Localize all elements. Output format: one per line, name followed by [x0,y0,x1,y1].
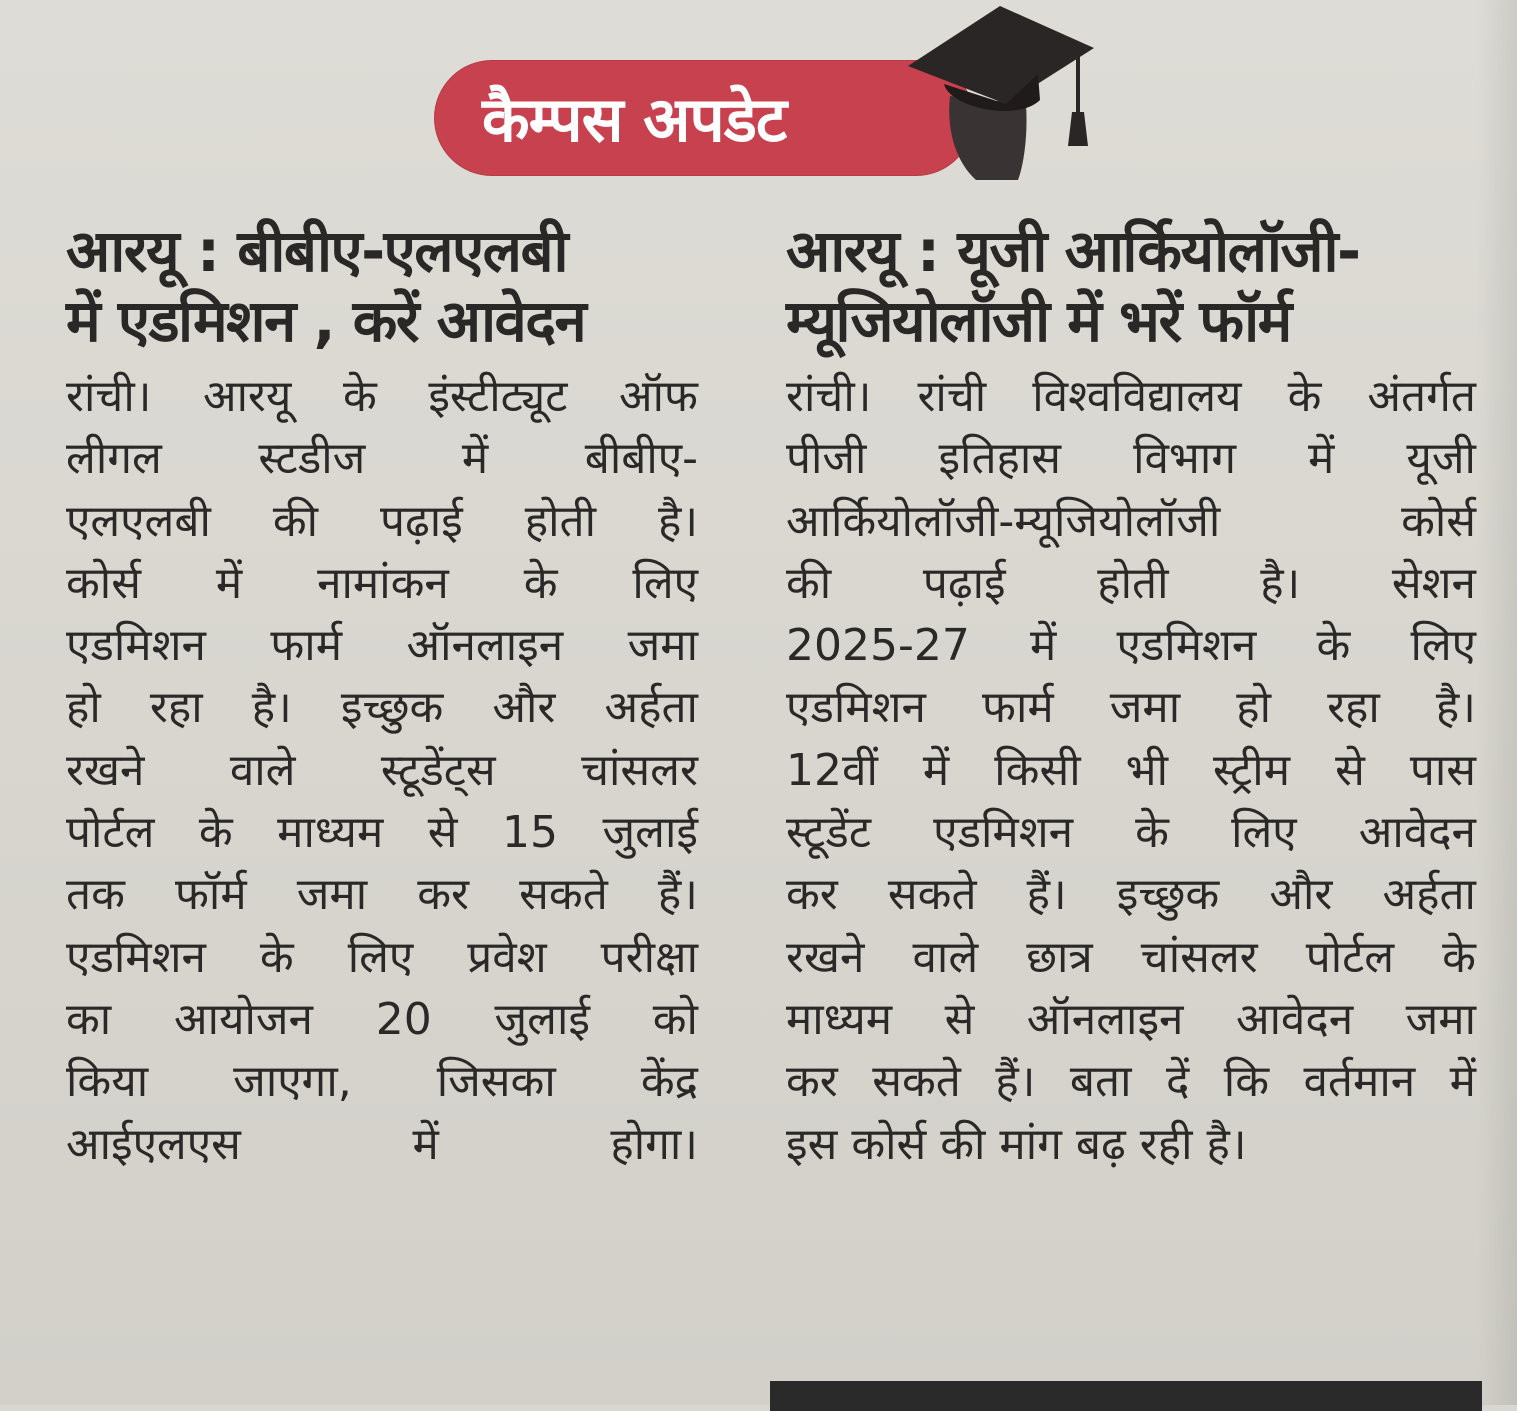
body-word: किया [66,1056,149,1108]
body-word: एडमिशन [933,807,1074,859]
body-word: के [1316,620,1351,672]
body-word: हैं। [1026,869,1067,921]
body-word: है। [1435,682,1476,734]
body-word: चांसलर [1140,931,1258,983]
body-word: लिए [347,931,414,983]
body-word: में [412,1118,439,1170]
body-word: अर्हता [1382,869,1476,921]
headline-line: आरयू : बीबीए-एलएलबी [66,217,568,285]
body-word: ऑनलाइन [1026,993,1184,1045]
body-text-line [66,802,698,864]
body-word: फार्म [270,620,343,672]
body-text-line [786,864,1476,926]
body-text-line [786,553,1476,615]
body-word: जुलाई [602,807,698,859]
body-word: का [66,993,112,1045]
body-word: से [427,807,458,859]
body-word: पीजी [786,433,867,485]
body-text-line [786,740,1476,802]
body-text-line [786,677,1476,739]
body-word: पढ़ाई [380,495,463,547]
body-word: और [1269,869,1333,921]
headline-line: म्यूजियोलॉजी में भरें फॉर्म [786,287,1291,355]
body-word: आरयू [202,371,292,422]
body-word: किसी [994,744,1081,796]
body-word: जमा [296,869,368,921]
body-word: में [1308,433,1335,485]
body-word: इच्छुक [1116,869,1220,921]
body-word: आवेदन [1358,807,1476,859]
body-word: रांची [917,371,987,422]
body-word: विश्वविद्यालय [1032,371,1242,422]
body-word: वाले [912,931,979,983]
body-word: 2025-27 [786,620,970,672]
body-word: सकते [519,869,608,921]
body-word: रखने [786,931,865,983]
body-text-line [786,366,1476,428]
body-word: भी [1125,744,1168,796]
body-text-line [66,366,698,428]
body-word: में [215,557,243,609]
article-right [786,216,1476,1176]
body-text-line [66,677,698,739]
body-word: वर्तमान [1303,1056,1416,1108]
body-word: पास [1409,744,1476,796]
body-word: छात्र [1026,931,1093,983]
body-word: इस कोर्स की मांग बढ़ रही है। [786,1118,1247,1170]
body-word: केंद्र [640,1056,698,1108]
body-word: है। [657,495,698,547]
body-word: अंतर्गत [1367,371,1476,422]
body-word: एडमिशन [786,682,926,734]
article-body [66,366,698,1176]
body-word: नामांकन [317,557,449,609]
body-word: फार्म [982,682,1054,734]
body-text-line [66,428,698,490]
body-word: के [259,931,294,983]
body-word: के [198,807,233,859]
body-text-line [66,740,698,802]
body-word: पोर्टल [66,807,155,859]
body-word: कर [786,1056,838,1108]
body-text-line [66,553,698,615]
body-word: माध्यम [277,807,384,859]
body-word: रांची। [786,371,872,422]
body-text-line [66,1051,698,1113]
body-word: में [1449,1056,1476,1108]
body-word: जुलाई [494,993,590,1045]
body-word: लिए [1410,620,1476,672]
body-word: हैं। [657,869,698,921]
body-word: स्टडीज [258,433,366,485]
body-word: पोर्टल [1305,931,1395,983]
body-word: रहा [149,682,203,734]
body-word: होगा। [610,1118,698,1170]
body-word: लिए [632,557,698,609]
article-body [786,366,1476,1176]
body-word: प्रवेश [467,931,547,983]
body-word: चांसलर [581,744,698,796]
body-word: होती [524,495,596,547]
body-word: हैं। [995,1056,1036,1108]
body-word: सकते [887,869,977,921]
body-text-line [786,428,1476,490]
page-edge-shadow [1477,0,1517,1405]
body-word: इंस्टीट्यूट [428,371,568,422]
body-word: माध्यम [786,993,893,1045]
headline-line: आरयू : यूजी आर्कियोलॉजी- [786,217,1360,285]
body-word: फॉर्म [175,869,247,921]
body-word: हो [66,682,101,734]
body-word: कोर्स [66,557,141,609]
body-word: में [922,744,950,796]
body-word: 15 [501,807,558,859]
body-text-line [786,1114,1476,1176]
body-word: हो [1236,682,1271,734]
body-text-line [786,802,1476,864]
body-word: होती [1097,557,1169,609]
body-word: एडमिशन [66,620,206,672]
body-word: में [1029,620,1057,672]
body-word: एलएलबी [66,495,211,547]
body-word: आर्कियोलॉजी-म्यूजियोलॉजी [786,495,1221,547]
body-word: जमा [1109,682,1181,734]
body-text-line [786,927,1476,989]
body-word: जिसका [436,1056,556,1108]
body-word: परीक्षा [600,931,698,983]
body-word: है। [251,682,292,734]
body-text-line [66,1114,698,1176]
body-word: यूजी [1406,433,1476,485]
body-word: सकते [872,1056,961,1108]
body-word: सेशन [1391,557,1476,609]
body-word: बता [1069,1056,1132,1108]
body-word: रहा [1327,682,1380,734]
body-word: दें [1165,1056,1190,1108]
body-word: रखने [66,744,145,796]
body-text-line [66,927,698,989]
body-word: इतिहास [938,433,1062,485]
body-word: आयोजन [173,993,313,1045]
body-word: और [492,682,556,734]
body-word: स्टूडेंट [786,807,872,859]
body-word: में [461,433,489,485]
body-word: ऑनलाइन [406,620,564,672]
body-text-line [786,1051,1476,1113]
article-headline [66,216,698,356]
body-word: कि [1223,1056,1269,1108]
body-word: 12वीं [786,744,878,796]
body-word: से [944,993,975,1045]
body-word: वाले [229,744,296,796]
body-word: के [1442,931,1476,983]
body-text-line [786,491,1476,553]
body-word: स्ट्रीम [1213,744,1291,796]
body-word: कर [417,869,470,921]
body-word: आईएलएस [66,1118,241,1170]
body-word: को [652,993,698,1045]
body-word: कोर्स [1401,495,1476,547]
body-text-line [66,615,698,677]
body-word: की [786,557,832,609]
body-word: 20 [375,993,432,1045]
body-word: पढ़ाई [922,557,1006,609]
article-left [66,216,698,1176]
body-word: अर्हता [604,682,698,734]
body-word: के [1135,807,1169,859]
body-word: से [1335,744,1365,796]
body-text-line [786,615,1476,677]
body-word: ऑफ [619,371,698,422]
body-word: की [272,495,319,547]
body-word: के [523,557,558,609]
body-word: बीबीए- [584,433,698,485]
body-word: स्टूडेंट्स [380,744,496,796]
body-word: जाएगा, [233,1056,352,1108]
body-word: एडमिशन [1116,620,1257,672]
body-word: आवेदन [1235,993,1354,1045]
body-text-line [786,989,1476,1051]
headline-line: में एडमिशन , करें आवेदन [66,287,586,355]
next-article-edge [770,1381,1482,1411]
body-word: कर [786,869,838,921]
body-word: तक [66,869,125,921]
body-word: एडमिशन [66,931,206,983]
body-text-line [66,864,698,926]
article-headline [786,216,1476,356]
body-word: विभाग [1133,433,1237,485]
body-word: रांची। [66,371,152,422]
body-word: लीगल [66,433,162,485]
body-text-line [66,491,698,553]
body-word: जमा [627,620,698,672]
body-word: लिए [1231,807,1297,859]
body-text-line [66,989,698,1051]
banner-label: कैम्पस अपडेट [482,83,787,156]
body-word: इच्छुक [340,682,444,734]
body-word: जमा [1405,993,1476,1045]
body-word: के [342,371,377,422]
body-word: के [1287,371,1322,422]
body-word: है। [1260,557,1301,609]
